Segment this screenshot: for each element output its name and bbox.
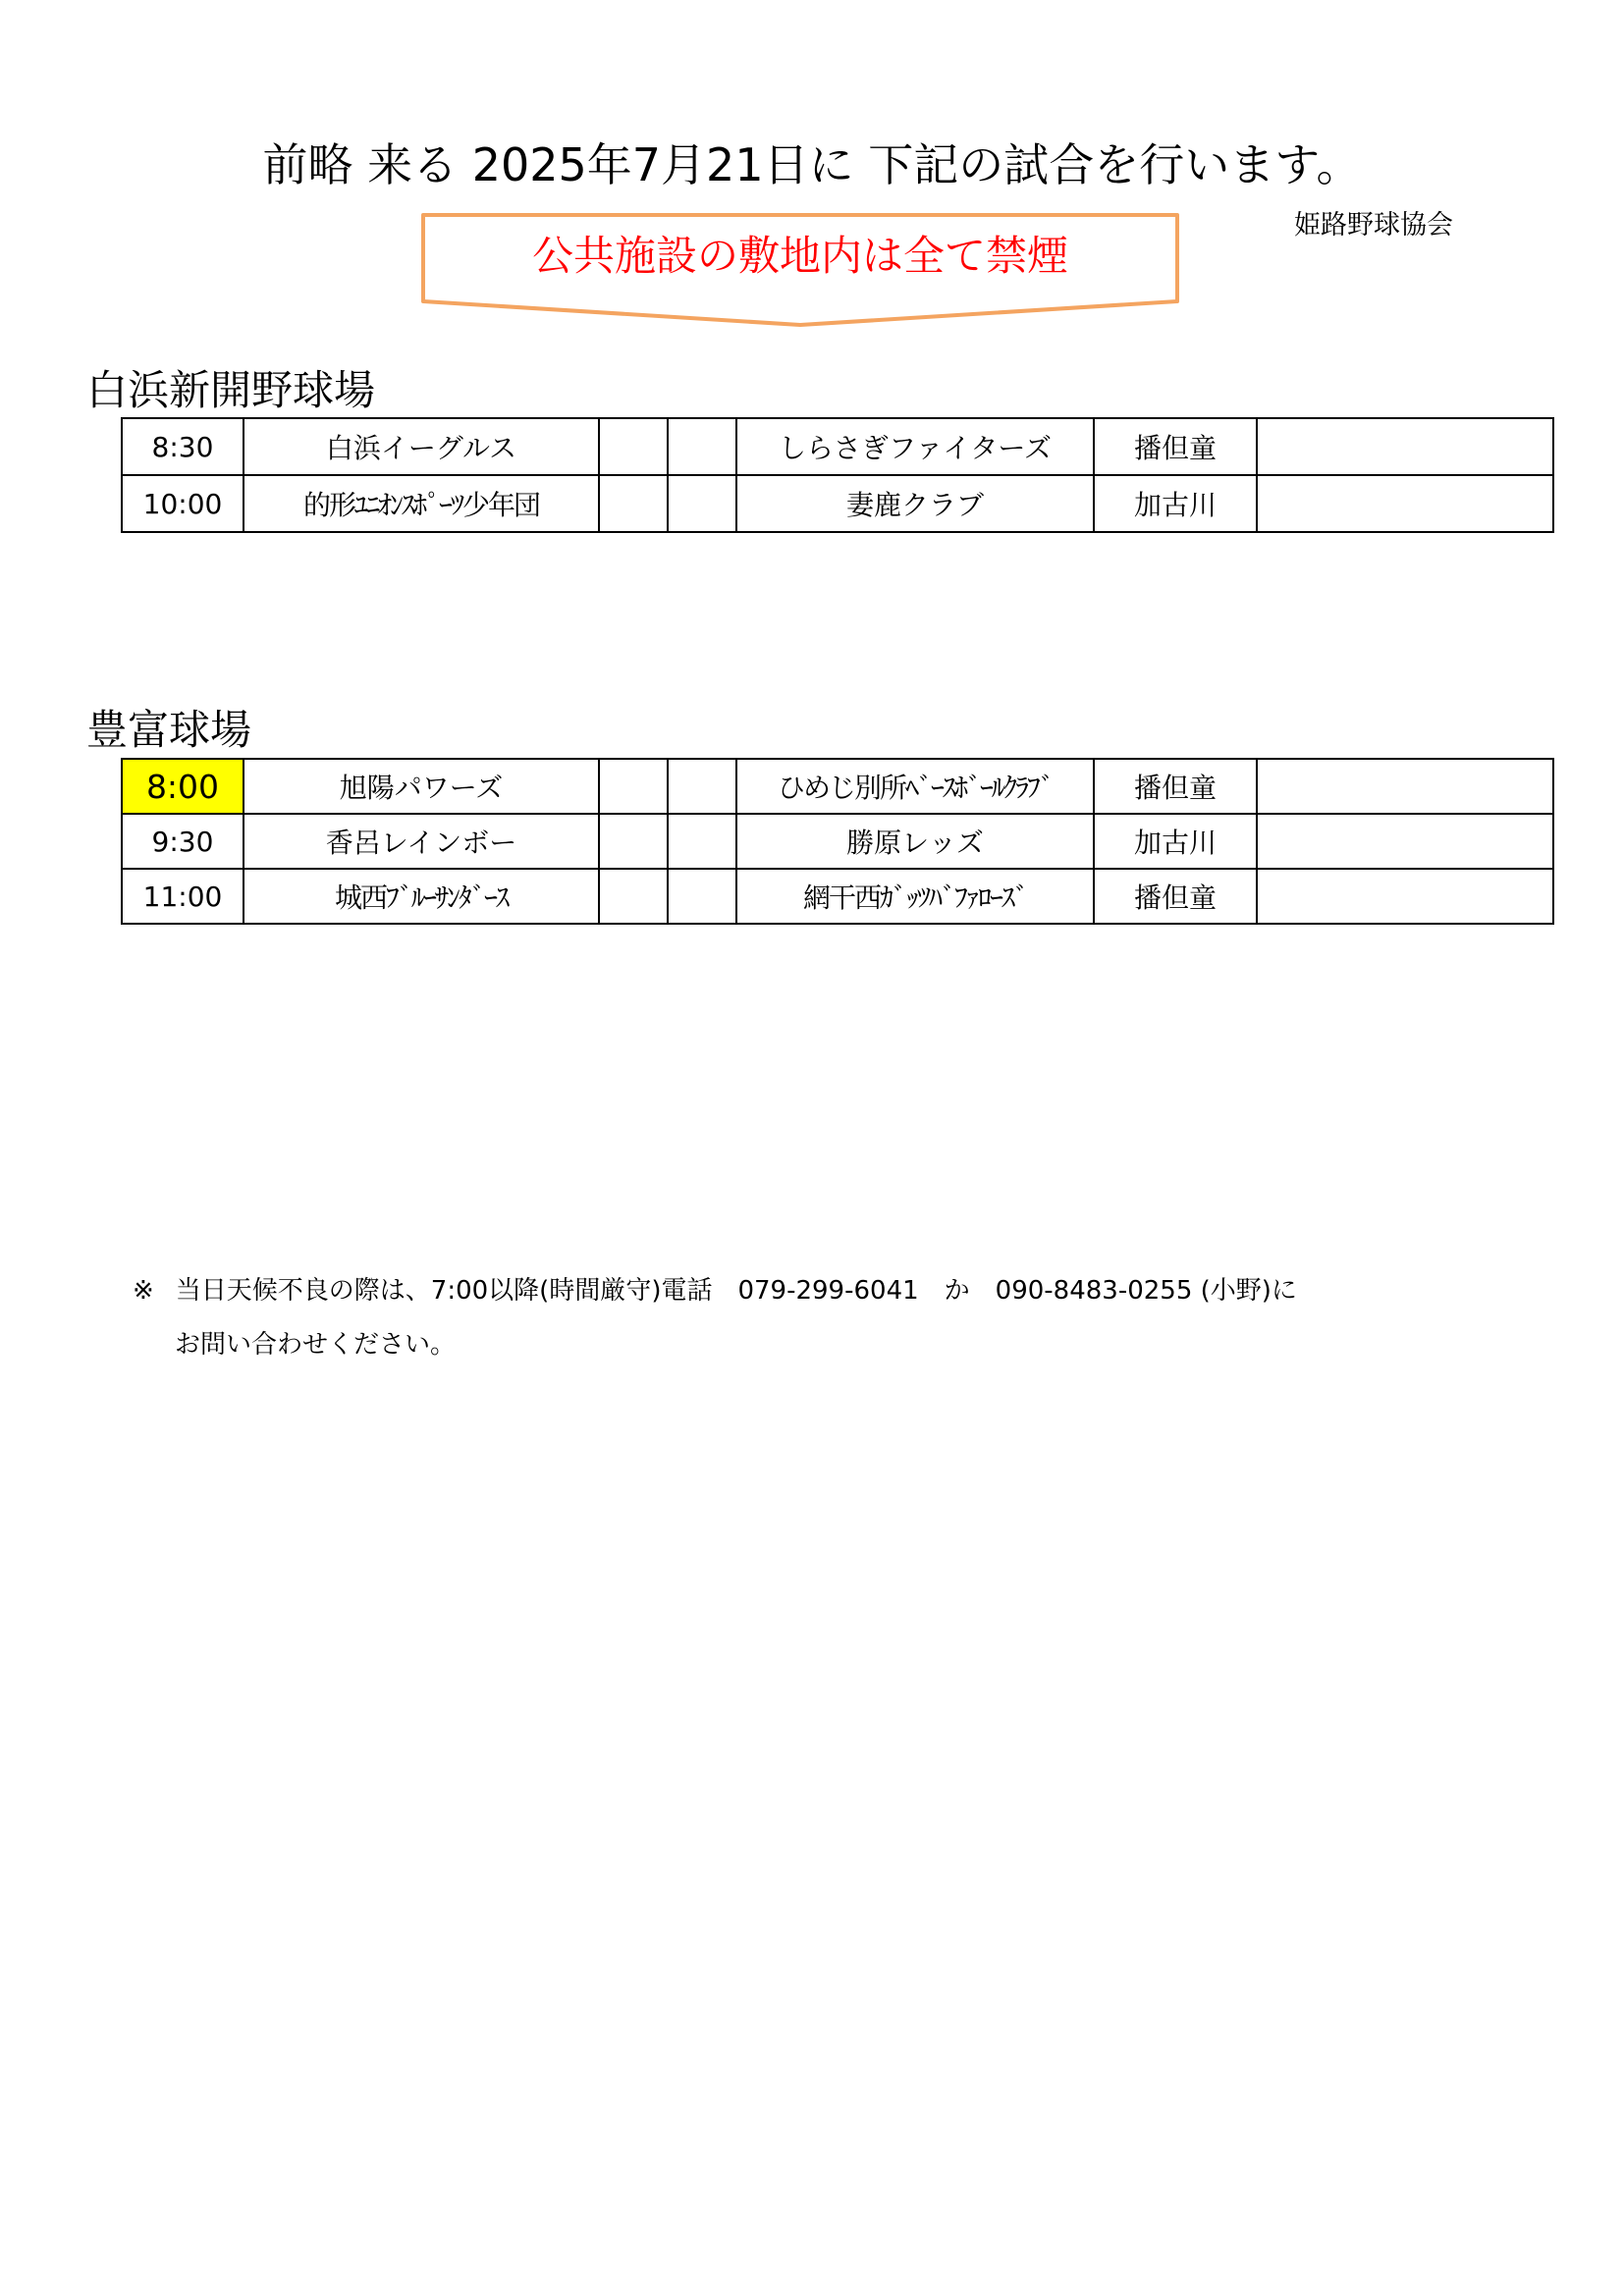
schedule-table-shirahama xyxy=(121,417,1554,533)
note-cell xyxy=(1257,869,1553,924)
venue-title-shirahama: 白浜新開野球場 xyxy=(86,366,376,414)
game-time: 11:00 xyxy=(122,869,244,924)
score-cell xyxy=(599,814,668,869)
note-cell xyxy=(1257,418,1553,475)
score-cell xyxy=(599,869,668,924)
umpire: 加古川 xyxy=(1094,475,1257,532)
umpire: 播但童 xyxy=(1094,759,1257,814)
home-team: 的形ﾕﾆｵﾝｽﾎﾟｰﾂ少年団 xyxy=(244,475,599,532)
home-team: 旭陽パワーズ xyxy=(244,759,599,814)
score-cell xyxy=(668,814,736,869)
score-cell xyxy=(668,418,736,475)
note-cell xyxy=(1257,814,1553,869)
game-time: 9:30 xyxy=(122,814,244,869)
score-cell xyxy=(668,869,736,924)
table-row xyxy=(122,869,1553,924)
umpire: 加古川 xyxy=(1094,814,1257,869)
away-team: 妻鹿クラブ xyxy=(736,475,1094,532)
away-team: 網干西ｶﾞｯﾂﾊﾞﾌｧﾛｰｽﾞ xyxy=(736,869,1094,924)
footnote-text-1: 当日天候不良の際は、7:00以降(時間厳守)電話 079-299-6041 か 090-8483-0255 (小野)に xyxy=(175,1276,1297,1306)
note-cell xyxy=(1257,759,1553,814)
reference-mark: ※ xyxy=(133,1276,154,1306)
away-team: 勝原レッズ xyxy=(736,814,1094,869)
game-time: 8:30 xyxy=(122,418,244,475)
organization-name: 姫路野球協会 xyxy=(1294,210,1453,240)
footnote-line-2: お問い合わせください。 xyxy=(175,1330,457,1360)
score-cell xyxy=(599,475,668,532)
game-time: 10:00 xyxy=(122,475,244,532)
away-team: しらさぎファイターズ xyxy=(736,418,1094,475)
table-row xyxy=(122,475,1553,532)
umpire: 播但童 xyxy=(1094,869,1257,924)
score-cell xyxy=(668,475,736,532)
headline: 前略 来る 2025年7月21日に 下記の試合を行います。 xyxy=(262,138,1362,191)
no-smoking-notice xyxy=(417,211,1183,329)
away-team: ひめじ別所ﾍﾞｰｽﾎﾞｰﾙｸﾗﾌﾞ xyxy=(736,759,1094,814)
home-team: 白浜イーグルス xyxy=(244,418,599,475)
footnote-line-1 xyxy=(133,1273,1297,1308)
note-cell xyxy=(1257,475,1553,532)
score-cell xyxy=(599,759,668,814)
umpire: 播但童 xyxy=(1094,418,1257,475)
table-row xyxy=(122,759,1553,814)
home-team: 城西ﾌﾞﾙｰｻﾝﾀﾞｰｽ xyxy=(244,869,599,924)
schedule-table-toyotomi xyxy=(121,758,1554,925)
notice-text: 公共施設の敷地内は全て禁煙 xyxy=(531,232,1068,280)
table-row xyxy=(122,418,1553,475)
home-team: 香呂レインボー xyxy=(244,814,599,869)
score-cell xyxy=(599,418,668,475)
score-cell xyxy=(668,759,736,814)
venue-title-toyotomi: 豊富球場 xyxy=(86,706,252,754)
game-time-highlighted: 8:00 xyxy=(122,759,244,814)
table-row xyxy=(122,814,1553,869)
